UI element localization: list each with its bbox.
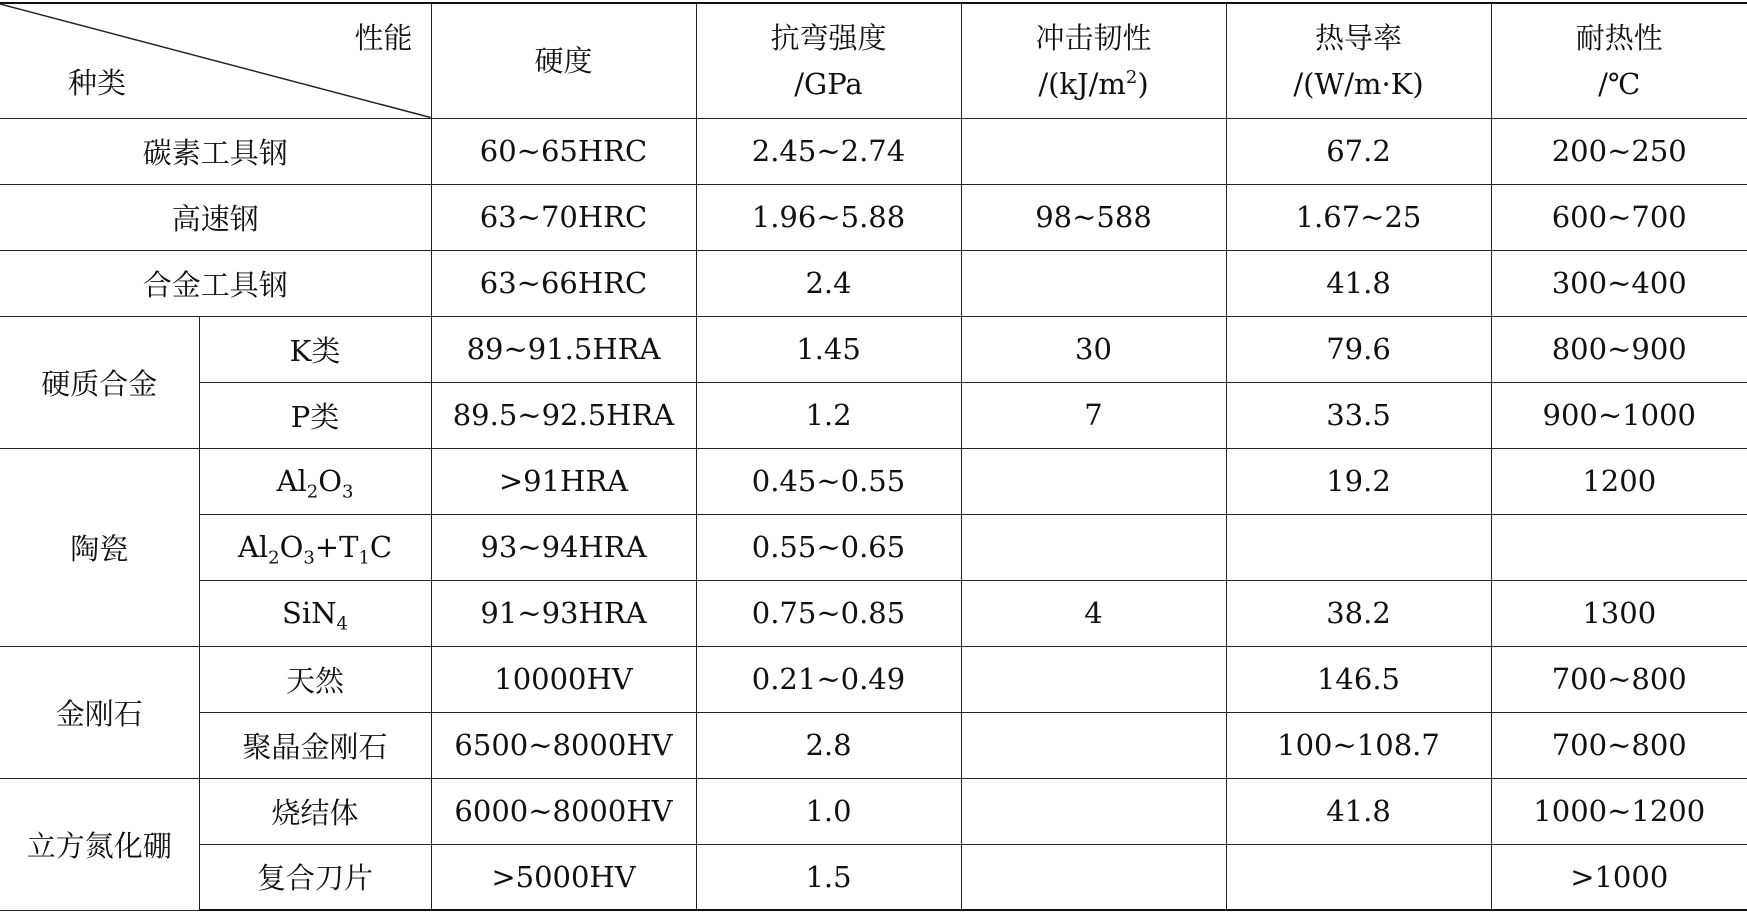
table-row bbox=[0, 844, 1747, 910]
formula-subscript: 4 bbox=[336, 613, 348, 635]
row-name: 高速钢 bbox=[0, 184, 431, 250]
group-cbn: 立方氮化硼 bbox=[0, 778, 199, 910]
row-name bbox=[199, 514, 431, 580]
cell-bending: 2.8 bbox=[696, 712, 961, 778]
formula-part: +T bbox=[314, 530, 359, 564]
cell-impact bbox=[961, 712, 1226, 778]
cell-conductivity: 79.6 bbox=[1226, 316, 1491, 382]
cell-bending: 1.0 bbox=[696, 778, 961, 844]
cell-hardness: 6500~8000HV bbox=[431, 712, 696, 778]
header-thermal-conductivity bbox=[1226, 3, 1491, 118]
cell-heat: 1300 bbox=[1491, 580, 1747, 646]
cell-impact: 98~588 bbox=[961, 184, 1226, 250]
table-row bbox=[0, 646, 1747, 712]
tool-material-properties-table bbox=[0, 2, 1747, 911]
header-impact-unit-sup: 2 bbox=[1125, 66, 1138, 88]
row-name: 聚晶金刚石 bbox=[199, 712, 431, 778]
cell-heat: 600~700 bbox=[1491, 184, 1747, 250]
cell-hardness: 63~66HRC bbox=[431, 250, 696, 316]
cell-impact bbox=[961, 250, 1226, 316]
cell-hardness: 6000~8000HV bbox=[431, 778, 696, 844]
header-hardness bbox=[431, 3, 696, 118]
header-bending-title: 抗弯强度 bbox=[770, 20, 887, 55]
header-heat-title: 耐热性 bbox=[1575, 20, 1663, 55]
cell-bending: 1.96~5.88 bbox=[696, 184, 961, 250]
cell-hardness: 60~65HRC bbox=[431, 118, 696, 184]
header-hardness-title: 硬度 bbox=[534, 43, 593, 78]
cell-heat bbox=[1491, 514, 1747, 580]
header-property-label: 性能 bbox=[354, 21, 413, 55]
group-ceramic: 陶瓷 bbox=[0, 448, 199, 646]
cell-bending: 2.4 bbox=[696, 250, 961, 316]
header-type-label: 种类 bbox=[68, 65, 127, 100]
cell-hardness: >91HRA bbox=[431, 448, 696, 514]
cell-conductivity bbox=[1226, 844, 1491, 910]
header-impact-unit-post: ) bbox=[1137, 66, 1149, 101]
cell-bending: 0.55~0.65 bbox=[696, 514, 961, 580]
header-impact-unit-pre: /(kJ/m bbox=[1038, 66, 1126, 101]
cell-impact: 4 bbox=[961, 580, 1226, 646]
header-impact-title: 冲击韧性 bbox=[1035, 20, 1152, 55]
formula-subscript: 3 bbox=[342, 481, 354, 503]
cell-conductivity: 33.5 bbox=[1226, 382, 1491, 448]
cell-bending: 1.5 bbox=[696, 844, 961, 910]
table-row bbox=[0, 778, 1747, 844]
header-bending-strength bbox=[696, 3, 961, 118]
cell-hardness: 89~91.5HRA bbox=[431, 316, 696, 382]
formula-part: O bbox=[279, 530, 304, 564]
cell-bending: 1.45 bbox=[696, 316, 961, 382]
table-row bbox=[0, 316, 1747, 382]
cell-heat: 300~400 bbox=[1491, 250, 1747, 316]
formula-subscript: 3 bbox=[303, 547, 315, 569]
table-row bbox=[0, 184, 1747, 250]
table-row bbox=[0, 514, 1747, 580]
row-name bbox=[199, 448, 431, 514]
cell-heat: 800~900 bbox=[1491, 316, 1747, 382]
formula-part: Al bbox=[237, 530, 269, 564]
cell-bending: 0.21~0.49 bbox=[696, 646, 961, 712]
row-name: K类 bbox=[199, 316, 431, 382]
cell-impact bbox=[961, 448, 1226, 514]
cell-impact bbox=[961, 844, 1226, 910]
row-name: 碳素工具钢 bbox=[0, 118, 431, 184]
cell-impact: 7 bbox=[961, 382, 1226, 448]
cell-impact bbox=[961, 778, 1226, 844]
cell-hardness: 93~94HRA bbox=[431, 514, 696, 580]
header-conductivity-unit: /(W/m·K) bbox=[1293, 66, 1424, 101]
group-diamond: 金刚石 bbox=[0, 646, 199, 778]
header-row bbox=[0, 3, 1747, 118]
cell-hardness: 10000HV bbox=[431, 646, 696, 712]
cell-impact: 30 bbox=[961, 316, 1226, 382]
cell-impact bbox=[961, 118, 1226, 184]
cell-bending: 0.45~0.55 bbox=[696, 448, 961, 514]
formula-subscript: 2 bbox=[268, 547, 280, 569]
cell-heat: 200~250 bbox=[1491, 118, 1747, 184]
cell-heat: 700~800 bbox=[1491, 712, 1747, 778]
formula-part: O bbox=[318, 464, 342, 498]
cell-conductivity: 41.8 bbox=[1226, 778, 1491, 844]
row-name: 烧结体 bbox=[199, 778, 431, 844]
formula-part: C bbox=[369, 530, 393, 564]
header-impact-toughness bbox=[961, 3, 1226, 118]
row-name: 合金工具钢 bbox=[0, 250, 431, 316]
cell-bending: 0.75~0.85 bbox=[696, 580, 961, 646]
cell-conductivity: 146.5 bbox=[1226, 646, 1491, 712]
cell-conductivity bbox=[1226, 514, 1491, 580]
header-conductivity-title: 热导率 bbox=[1314, 20, 1402, 55]
header-heat-unit: /℃ bbox=[1598, 66, 1641, 101]
cell-hardness: 91~93HRA bbox=[431, 580, 696, 646]
cell-impact bbox=[961, 646, 1226, 712]
table-row bbox=[0, 382, 1747, 448]
cell-heat: 1000~1200 bbox=[1491, 778, 1747, 844]
cell-conductivity: 41.8 bbox=[1226, 250, 1491, 316]
cell-impact bbox=[961, 514, 1226, 580]
cell-heat: 700~800 bbox=[1491, 646, 1747, 712]
cell-conductivity: 67.2 bbox=[1226, 118, 1491, 184]
formula-part: Al bbox=[276, 464, 307, 498]
table-row bbox=[0, 448, 1747, 514]
header-impact-unit bbox=[962, 61, 1226, 107]
table-row bbox=[0, 712, 1747, 778]
row-name bbox=[199, 580, 431, 646]
cell-conductivity: 100~108.7 bbox=[1226, 712, 1491, 778]
diagonal-header-cell bbox=[0, 3, 431, 118]
cell-conductivity: 19.2 bbox=[1226, 448, 1491, 514]
group-hard-alloy: 硬质合金 bbox=[0, 316, 199, 448]
row-name: 复合刀片 bbox=[199, 844, 431, 910]
header-heat-resistance bbox=[1491, 3, 1747, 118]
cell-hardness: 63~70HRC bbox=[431, 184, 696, 250]
cell-hardness: 89.5~92.5HRA bbox=[431, 382, 696, 448]
table-row bbox=[0, 580, 1747, 646]
row-name: P类 bbox=[199, 382, 431, 448]
cell-heat: >1000 bbox=[1491, 844, 1747, 910]
header-bending-unit: /GPa bbox=[794, 66, 863, 101]
cell-hardness: >5000HV bbox=[431, 844, 696, 910]
table-row bbox=[0, 118, 1747, 184]
formula-subscript: 2 bbox=[306, 481, 319, 503]
table-row bbox=[0, 250, 1747, 316]
cell-heat: 900~1000 bbox=[1491, 382, 1747, 448]
formula-part: SiN bbox=[282, 596, 337, 630]
cell-conductivity: 38.2 bbox=[1226, 580, 1491, 646]
row-name: 天然 bbox=[199, 646, 431, 712]
cell-conductivity: 1.67~25 bbox=[1226, 184, 1491, 250]
formula-subscript: 1 bbox=[358, 547, 370, 569]
cell-bending: 2.45~2.74 bbox=[696, 118, 961, 184]
cell-heat: 1200 bbox=[1491, 448, 1747, 514]
cell-bending: 1.2 bbox=[696, 382, 961, 448]
